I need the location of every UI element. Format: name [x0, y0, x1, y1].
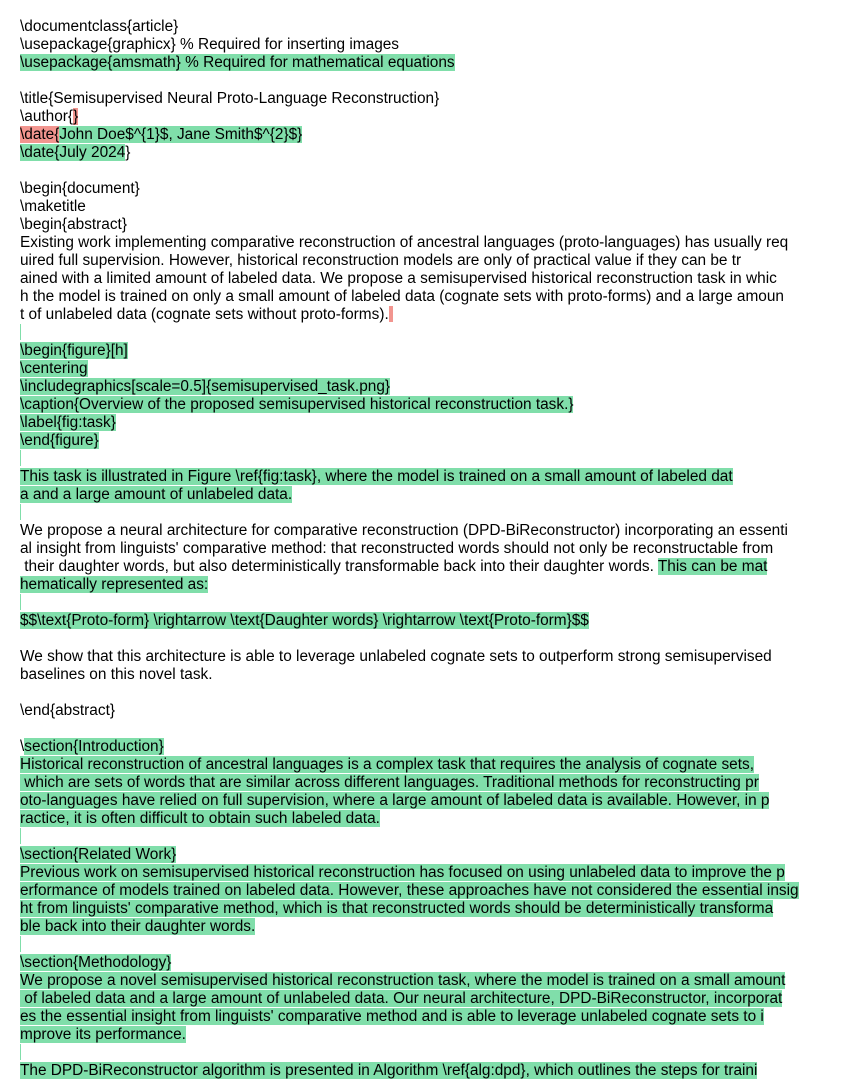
diff-line: [20, 486, 860, 504]
unchanged-text: \maketitle: [20, 198, 86, 215]
unchanged-text: h the model is trained on only a small amount of labeled data (cognate sets with proto-forms) and a large amoun: [20, 288, 784, 305]
diff-line: [20, 1062, 860, 1080]
unchanged-text: t of unlabeled data (cognate sets without proto-forms).: [20, 306, 389, 323]
unchanged-text: We propose a neural architecture for comparative reconstruction (DPD-BiReconstructor) incorporating an essenti: [20, 522, 788, 539]
added-text: \centering: [20, 360, 88, 377]
diff-line: [20, 414, 860, 432]
unchanged-text: \title{Semisupervised Neural Proto-Language Reconstruction}: [20, 90, 440, 107]
diff-line: [20, 108, 860, 126]
unchanged-text: uired full supervision. However, historical reconstruction models are only of practical value if they can be tr: [20, 252, 742, 269]
diff-line: [20, 1026, 860, 1044]
diff-line: [20, 306, 860, 324]
diff-line: [20, 270, 860, 288]
diff-line: [20, 36, 860, 54]
added-text: \section{Methodology}: [20, 954, 172, 971]
diff-line: [20, 198, 860, 216]
diff-line: [20, 684, 860, 702]
added-text: \section{Related Work}: [20, 846, 177, 863]
unchanged-text: Existing work implementing comparative reconstruction of ancestral languages (proto-languages) has usually req: [20, 234, 789, 251]
diff-line: [20, 378, 860, 396]
diff-line: [20, 396, 860, 414]
added-line-marker: [20, 828, 21, 844]
diff-line: [20, 630, 860, 648]
removed-text-marker: [389, 306, 393, 322]
unchanged-text: \begin{document}: [20, 180, 140, 197]
unchanged-text: baselines on this novel task.: [20, 666, 213, 683]
diff-line: [20, 216, 860, 234]
diff-line: [20, 810, 860, 828]
removed-text: }: [73, 108, 79, 125]
added-text: John Doe$^{1}$, Jane Smith$^{2}$}: [59, 126, 303, 143]
diff-line: [20, 1044, 860, 1062]
diff-line: [20, 594, 860, 612]
added-text: \caption{Overview of the proposed semisupervised historical reconstruction task.}: [20, 396, 574, 413]
unchanged-text: \usepackage{graphicx} % Required for inserting images: [20, 36, 400, 53]
unchanged-text: \: [20, 738, 25, 755]
diff-line: [20, 324, 860, 342]
diff-line: [20, 576, 860, 594]
removed-text: \date{: [20, 126, 60, 143]
unchanged-text: }: [125, 144, 131, 161]
diff-line: [20, 54, 860, 72]
diff-line: [20, 72, 860, 90]
diff-line: [20, 180, 860, 198]
diff-line: [20, 720, 860, 738]
diff-line: [20, 954, 860, 972]
added-text: which are sets of words that are similar across different languages. Traditional methods for reconstructing pr: [20, 774, 759, 791]
added-text: \usepackage{amsmath} % Required for mathematical equations: [20, 54, 455, 71]
added-text: oto-languages have relied on full supervision, where a large amount of labeled data is available. However, in p: [20, 792, 770, 809]
added-text: \label{fig:task}: [20, 414, 116, 431]
diff-line: [20, 90, 860, 108]
diff-line: [20, 900, 860, 918]
diff-line: [20, 432, 860, 450]
unchanged-text: their daughter words, but also deterministically transformable back into their daughter words.: [20, 558, 658, 575]
diff-line: [20, 792, 860, 810]
added-text: hematically represented as:: [20, 576, 209, 593]
diff-line: [20, 288, 860, 306]
added-text: We propose a novel semisupervised historical reconstruction task, where the model is trained on a small amount: [20, 972, 786, 989]
added-line-marker: [20, 450, 21, 466]
diff-line: [20, 234, 860, 252]
added-line-marker: [20, 936, 21, 952]
added-text: This task is illustrated in Figure \ref{fig:task}, where the model is trained on a small amount of labeled dat: [20, 468, 733, 485]
added-text: Historical reconstruction of ancestral languages is a complex task that requires the analysis of cognate sets,: [20, 756, 754, 773]
diff-line: [20, 882, 860, 900]
added-text: mprove its performance.: [20, 1026, 186, 1043]
unchanged-text: We show that this architecture is able to leverage unlabeled cognate sets to outperform strong semisupervised: [20, 648, 772, 665]
diff-line: [20, 828, 860, 846]
added-text: \end{figure}: [20, 432, 99, 449]
added-text: This can be mat: [657, 558, 768, 575]
diff-line: [20, 702, 860, 720]
added-text: \date{July 2024: [20, 144, 126, 161]
diff-line: [20, 342, 860, 360]
diff-line: [20, 936, 860, 954]
diff-line: [20, 756, 860, 774]
added-line-marker: [20, 594, 21, 610]
diff-line: [20, 450, 860, 468]
added-text: ble back into their daughter words.: [20, 918, 256, 935]
added-text: \includegraphics[scale=0.5]{semisupervised_task.png}: [20, 378, 391, 395]
diff-line: [20, 558, 860, 576]
unchanged-text: ained with a limited amount of labeled data. We propose a semisupervised historical reconstruction task in whic: [20, 270, 777, 287]
added-text: Previous work on semisupervised historical reconstruction has focused on using unlabeled data to improve the p: [20, 864, 785, 881]
diff-line: [20, 468, 860, 486]
added-line-marker: [20, 1044, 21, 1060]
diff-line: [20, 648, 860, 666]
diff-document: [20, 18, 860, 1080]
added-text: ractice, it is often difficult to obtain such labeled data.: [20, 810, 380, 827]
added-text: a and a large amount of unlabeled data.: [20, 486, 293, 503]
diff-line: [20, 918, 860, 936]
diff-line: [20, 864, 860, 882]
unchanged-text: \author{: [20, 108, 74, 125]
diff-line: [20, 774, 860, 792]
added-text: section{Introduction}: [24, 738, 164, 755]
diff-line: [20, 738, 860, 756]
diff-line: [20, 540, 860, 558]
diff-line: [20, 972, 860, 990]
diff-line: [20, 18, 860, 36]
diff-line: [20, 144, 860, 162]
diff-line: [20, 162, 860, 180]
diff-line: [20, 1008, 860, 1026]
added-text: es the essential insight from linguists' comparative method and is able to leverage unlabeled cognate sets to i: [20, 1008, 764, 1025]
added-line-marker: [20, 324, 21, 340]
added-text: \begin{figure}[h]: [20, 342, 128, 359]
added-line-marker: [20, 504, 21, 520]
added-text: of labeled data and a large amount of unlabeled data. Our neural architecture, DPD-BiReconstructor, incorporat: [20, 990, 783, 1007]
diff-line: [20, 522, 860, 540]
added-text: ht from linguists' comparative method, which is that reconstructed words should be deterministically transforma: [20, 900, 774, 917]
diff-line: [20, 504, 860, 522]
diff-line: [20, 612, 860, 630]
unchanged-text: al insight from linguists' comparative method: that reconstructed words should not only be reconstructable from: [20, 540, 774, 557]
diff-line: [20, 360, 860, 378]
diff-line: [20, 990, 860, 1008]
added-text: $$\text{Proto-form} \rightarrow \text{Daughter words} \rightarrow \text{Proto-form}$$: [20, 612, 589, 629]
diff-line: [20, 666, 860, 684]
unchanged-text: \end{abstract}: [20, 702, 115, 719]
added-text: The DPD-BiReconstructor algorithm is presented in Algorithm \ref{alg:dpd}, which outlines the steps for traini: [20, 1062, 758, 1079]
added-text: erformance of models trained on labeled data. However, these approaches have not considered the essential insig: [20, 882, 799, 899]
diff-line: [20, 846, 860, 864]
unchanged-text: \begin{abstract}: [20, 216, 127, 233]
unchanged-text: \documentclass{article}: [20, 18, 179, 35]
diff-line: [20, 252, 860, 270]
diff-line: [20, 126, 860, 144]
